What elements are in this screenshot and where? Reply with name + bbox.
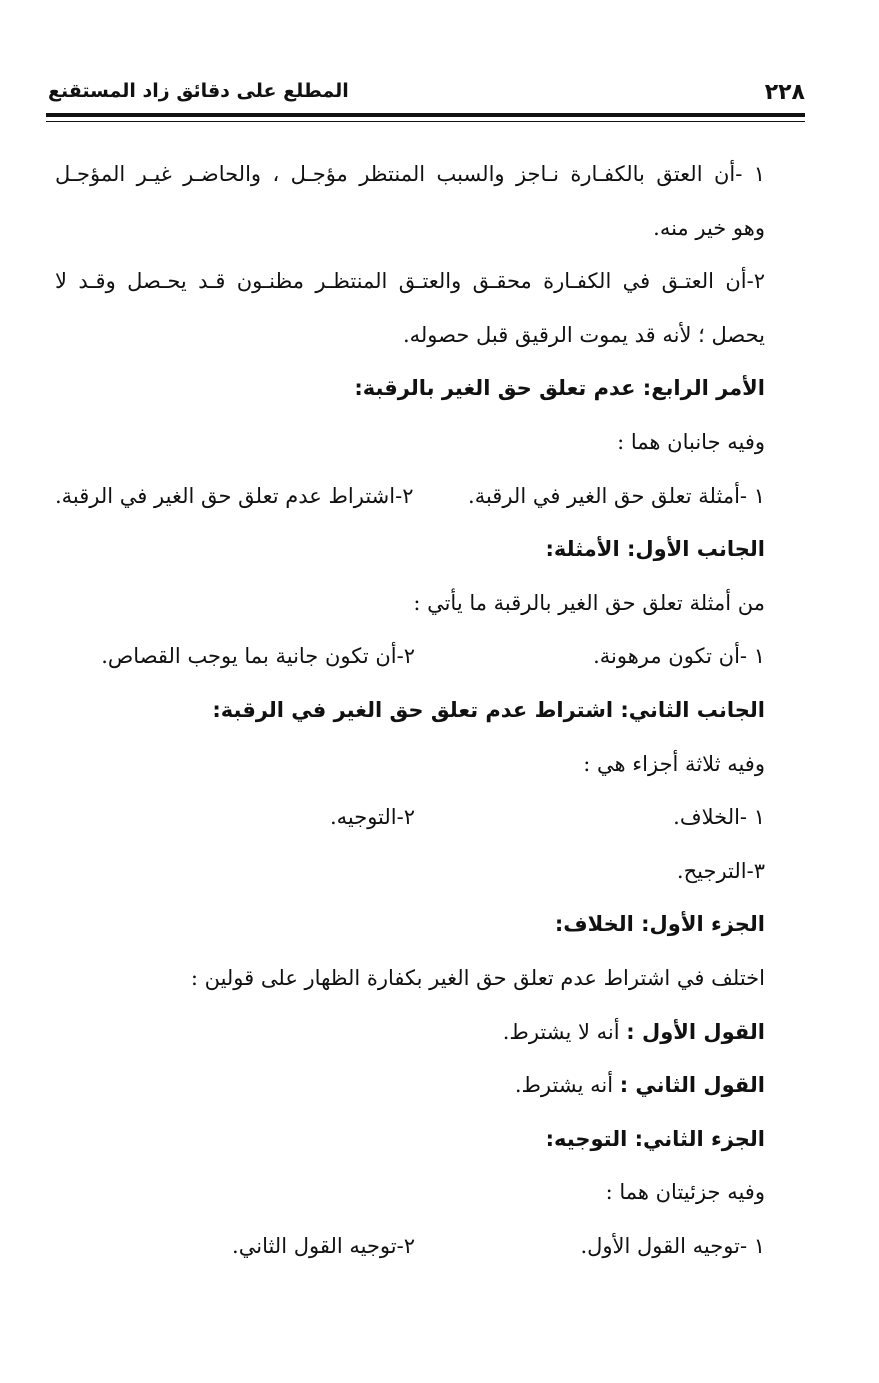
opinion-text: أنه لا يشترط.: [502, 1019, 627, 1044]
paragraph-line: يحصل ؛ لأنه قد يموت الرقيق قبل حصوله.: [402, 322, 765, 347]
paragraph-line: من أمثلة تعلق حق الغير بالرقبة ما يأتي :: [413, 590, 765, 615]
opinion-line: [55, 1059, 765, 1113]
paragraph-line: وهو خير منه.: [653, 215, 765, 240]
list-item: ٢-التوجيه.: [329, 805, 415, 830]
opinion-line: [55, 1006, 765, 1060]
opinion-label: القول الثاني :: [619, 1073, 765, 1098]
opinion-text: أنه يشترط.: [514, 1073, 620, 1098]
list-item: ١ -الخلاف.: [673, 805, 765, 830]
list-item: ٣-الترجيح.: [676, 858, 765, 883]
list-item: ١ -أن تكون مرهونة.: [593, 644, 765, 669]
list-item: ٢-توجيه القول الثاني.: [232, 1233, 415, 1258]
section-heading: الأمر الرابع: عدم تعلق حق الغير بالرقبة:: [354, 376, 765, 401]
list-item: ٢-اشتراط عدم تعلق حق الغير في الرقبة.: [55, 483, 414, 508]
page-header: [48, 80, 805, 110]
running-title: المطلع على دقائق زاد المستقنع: [48, 80, 349, 102]
list-item: ١ -أمثلة تعلق حق الغير في الرقبة.: [468, 483, 765, 508]
paragraph-line: ٢-أن العتـق في الكفـارة محقـق والعتـق المنتظـر مظنـون قـد يحـصل وقـد لا: [55, 269, 765, 294]
section-heading: الجانب الأول: الأمثلة:: [545, 537, 765, 562]
header-rule-thick: [46, 113, 805, 117]
paragraph-line: وفيه جزئيتان هما :: [605, 1180, 765, 1205]
paragraph-line: وفيه جانبان هما :: [617, 429, 765, 454]
paragraph-line: وفيه ثلاثة أجزاء هي :: [583, 751, 765, 776]
paragraph-line: اختلف في اشتراط عدم تعلق حق الغير بكفارة الظهار على قولين :: [190, 965, 765, 990]
header-rule-thin: [46, 121, 805, 122]
page-number: ٢٢٨: [764, 80, 805, 105]
two-column-line: [55, 470, 765, 524]
list-item: ٢-أن تكون جانية بما يوجب القصاص.: [101, 644, 415, 669]
two-column-line: [55, 791, 765, 845]
paragraph-line: ١ -أن العتق بالكفـارة نـاجز والسبب المنتظر مؤجـل ، والحاضـر غيـر المؤجـل: [55, 162, 765, 186]
opinion-label: القول الأول :: [626, 1019, 765, 1044]
body-text: [55, 148, 765, 1273]
section-heading: الجانب الثاني: اشتراط عدم تعلق حق الغير في الرقبة:: [212, 697, 765, 722]
section-heading: الجزء الأول: الخلاف:: [554, 912, 765, 937]
two-column-line: [55, 630, 765, 684]
two-column-line: [55, 1220, 765, 1274]
list-item: ١ -توجيه القول الأول.: [580, 1233, 765, 1258]
section-heading: الجزء الثاني: التوجيه:: [545, 1126, 765, 1151]
